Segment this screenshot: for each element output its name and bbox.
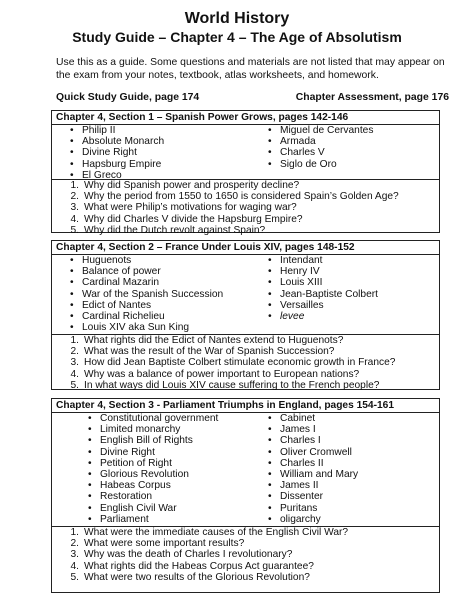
bullet-icon: • <box>268 413 272 424</box>
section-heading: Chapter 4, Section 1 – Spanish Power Grows, pages 142-146 <box>56 112 349 123</box>
term-item: • Divine Right <box>88 446 155 458</box>
question-item: 2. What were some important results? <box>70 538 245 550</box>
bullet-icon: • <box>268 288 272 300</box>
bullet-icon: • <box>268 125 272 136</box>
bullet-icon: • <box>268 457 272 469</box>
bullet-icon: • <box>70 136 74 148</box>
bullet-icon: • <box>268 480 272 492</box>
page-subtitle: Study Guide – Chapter 4 – The Age of Absolutism <box>72 29 402 45</box>
question-item: 2. Why the period from 1550 to 1650 is considered Spain’s Golden Age? <box>70 191 399 203</box>
section-3-box <box>51 398 440 593</box>
bullet-icon: • <box>88 480 92 492</box>
terms-left <box>52 125 164 181</box>
term-item: • Cardinal Richelieu <box>70 310 165 322</box>
term-item: • Limited monarchy <box>88 424 181 436</box>
section-heading: Chapter 4, Section 2 – France Under Louis XIV, pages 148-152 <box>56 242 355 253</box>
bullet-icon: • <box>88 457 92 469</box>
bullet-icon: • <box>70 322 74 334</box>
term-item: • Miguel de Cervantes <box>268 125 374 136</box>
bullet-icon: • <box>268 424 272 436</box>
question-item: 4. What rights did the Habeas Corpus Act guarantee? <box>70 560 314 572</box>
term-item: • Oliver Cromwell <box>268 446 352 458</box>
bullet-icon: • <box>70 158 74 170</box>
terms-right <box>250 125 373 170</box>
term-item: • Balance of power <box>70 266 161 278</box>
bullet-icon: • <box>88 435 92 447</box>
bullet-icon: • <box>268 299 272 311</box>
term-item: • Cabinet <box>268 413 316 424</box>
question-item: 2. What was the result of the War of Spanish Succession? <box>70 346 335 358</box>
bullet-icon: • <box>268 147 272 159</box>
term-item: • Intendant <box>268 255 323 266</box>
bullet-icon: • <box>88 424 92 436</box>
term-item: • James II <box>268 480 319 492</box>
question-item: 1. What were the immediate causes of the English Civil War? <box>70 527 349 538</box>
term-item: • Charles I <box>268 435 321 447</box>
term-item: • Cardinal Mazarin <box>70 277 160 289</box>
term-item: • English Bill of Rights <box>88 435 193 447</box>
bullet-icon: • <box>268 468 272 480</box>
question-item: 4. Why did Charles V divide the Hapsburg Empire? <box>70 213 303 225</box>
term-item: • Puritans <box>268 502 318 514</box>
term-item: • James I <box>268 424 316 436</box>
question-item: 3. What were Philip’s motivations for waging war? <box>70 202 297 214</box>
terms-left <box>52 413 218 525</box>
section-heading: Chapter 4, Section 3 - Parliament Triumphs in England, pages 154-161 <box>56 400 394 411</box>
bullet-icon: • <box>70 277 74 289</box>
question-item: 5. Why did the Dutch revolt against Spain? <box>70 224 266 236</box>
term-item: • levee <box>268 310 305 322</box>
question-item: 1. Why did Spanish power and prosperity decline? <box>70 180 300 191</box>
term-item: • Glorious Revolution <box>88 468 189 480</box>
term-item: • Edict of Nantes <box>70 299 152 311</box>
term-item: • Charles V <box>268 147 325 159</box>
bullet-icon: • <box>268 513 272 525</box>
term-item: • Habeas Corpus <box>88 480 171 492</box>
bullet-icon: • <box>88 491 92 503</box>
term-item: • Philip II <box>70 125 116 136</box>
terms-right <box>250 255 378 322</box>
term-item: • Restoration <box>88 491 153 503</box>
question-item: 5. What were two results of the Glorious Revolution? <box>70 571 310 583</box>
question-item: 3. How did Jean Baptiste Colbert stimulate economic growth in France? <box>70 357 396 369</box>
term-item: • Jean-Baptiste Colbert <box>268 288 378 300</box>
section-1-box <box>51 110 440 236</box>
term-item: • War of the Spanish Succession <box>70 288 224 300</box>
bullet-icon: • <box>268 446 272 458</box>
bullet-icon: • <box>268 255 272 266</box>
bullet-icon: • <box>88 413 92 424</box>
question-list <box>55 335 395 391</box>
term-item: • Hapsburg Empire <box>70 158 162 170</box>
bullet-icon: • <box>88 468 92 480</box>
bullet-icon: • <box>88 513 92 525</box>
quick-study-label: Quick Study Guide, page 174 <box>56 92 200 103</box>
question-item: 1. What rights did the Edict of Nantes extend to Huguenots? <box>70 335 344 346</box>
term-item: • William and Mary <box>268 468 359 480</box>
bullet-icon: • <box>268 158 272 170</box>
page-title: World History <box>184 10 290 27</box>
question-item: 5. In what ways did Louis XIV cause suffering to the French people? <box>70 379 380 391</box>
bullet-icon: • <box>70 147 74 159</box>
chapter-assessment-label: Chapter Assessment, page 176 <box>295 92 449 103</box>
bullet-icon: • <box>88 502 92 514</box>
term-item: • Huguenots <box>70 255 132 266</box>
bullet-icon: • <box>70 310 74 322</box>
term-item: • Armada <box>268 136 316 148</box>
question-list <box>55 527 348 583</box>
section-2-box <box>51 240 440 390</box>
term-item: • Louis XIII <box>268 277 323 289</box>
bullet-icon: • <box>268 435 272 447</box>
term-item: • oligarchy <box>268 513 321 525</box>
bullet-icon: • <box>268 491 272 503</box>
term-item: • El Greco <box>70 169 122 181</box>
term-item: • Louis XIV aka Sun King <box>70 322 190 334</box>
bullet-icon: • <box>70 255 74 266</box>
bullet-icon: • <box>268 277 272 289</box>
question-item: 3. Why was the death of Charles I revolutionary? <box>70 549 293 561</box>
term-item: • Charles II <box>268 457 324 469</box>
bullet-icon: • <box>268 502 272 514</box>
term-item: • Divine Right <box>70 147 137 159</box>
bullet-icon: • <box>268 266 272 278</box>
term-item: • Dissenter <box>268 491 324 503</box>
term-item: • Siglo de Oro <box>268 158 337 170</box>
bullet-icon: • <box>268 310 272 322</box>
bullet-icon: • <box>70 299 74 311</box>
question-list <box>55 180 399 236</box>
bullet-icon: • <box>268 136 272 148</box>
term-item: • Henry IV <box>268 266 320 278</box>
terms-right <box>250 413 358 525</box>
bullet-icon: • <box>70 169 74 181</box>
intro-text: Use this as a guide. Some questions and materials are not listed that may appear on the exam from your notes, textbook, atlas worksheets, and homework. <box>56 57 445 81</box>
term-item: • Constitutional government <box>88 413 219 424</box>
term-item: • English Civil War <box>88 502 177 514</box>
bullet-icon: • <box>70 125 74 136</box>
term-item: • Versailles <box>268 299 324 311</box>
term-item: • Petition of Right <box>88 457 172 469</box>
bullet-icon: • <box>88 446 92 458</box>
term-item: • Absolute Monarch <box>70 136 165 148</box>
bullet-icon: • <box>70 266 74 278</box>
bullet-icon: • <box>70 288 74 300</box>
terms-left <box>52 255 223 333</box>
question-item: 4. Why was a balance of power important to European nations? <box>70 368 360 380</box>
term-item: • Parliament <box>88 513 149 525</box>
